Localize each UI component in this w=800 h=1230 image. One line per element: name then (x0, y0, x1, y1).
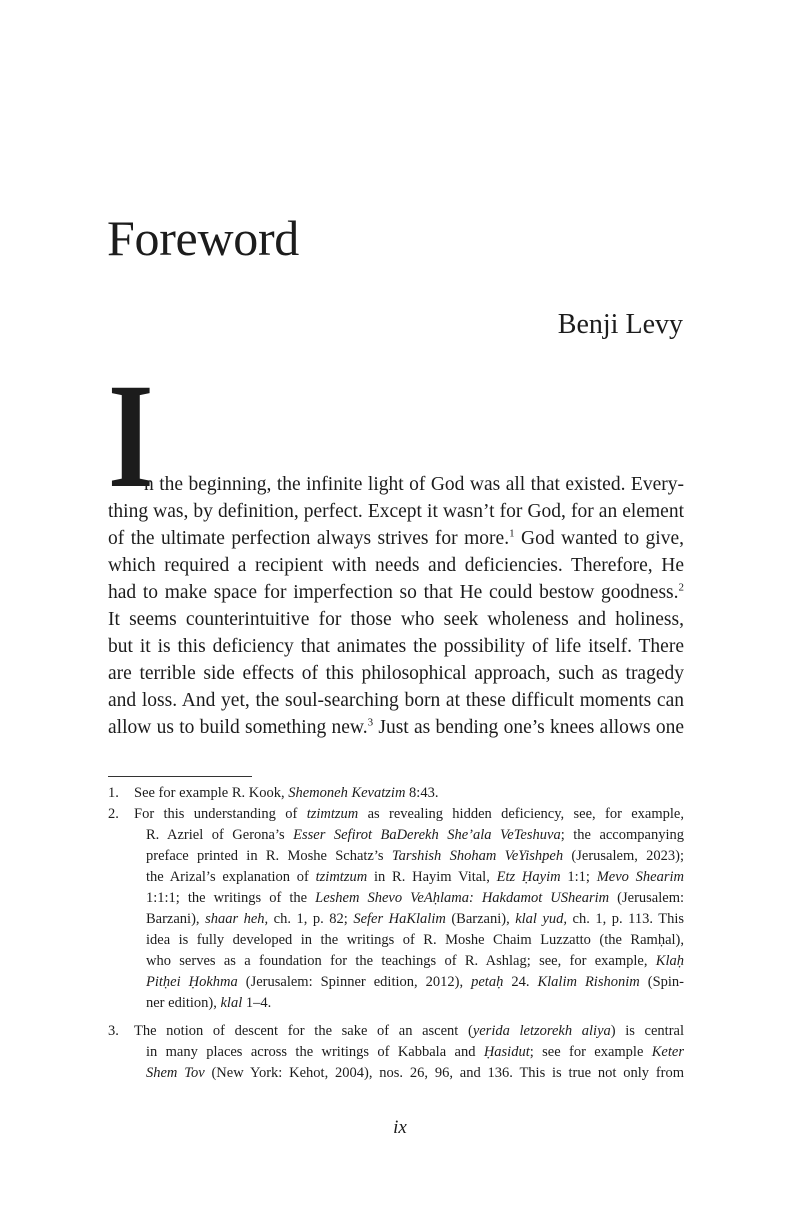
footnote-line: in many places across the writings of Kabbala and Ḥasidut; see for example Keter (146, 1044, 684, 1060)
footnote-separator (108, 776, 252, 777)
body-line: had to make space for imperfection so that He could bestow goodness.$^2$ (108, 581, 684, 603)
footnote-number: 2. (108, 806, 119, 822)
body-line: are terrible side effects of this philosophical approach, such as tragedy (108, 663, 684, 684)
body-line: thing was, by definition, perfect. Except it wasn’t for God, for an element (108, 501, 684, 522)
footnote-number: 1. (108, 785, 119, 801)
footnote-number: 3. (108, 1023, 119, 1039)
body-line: but it is this deficiency that animates the possibility of life itself. There (108, 636, 684, 657)
footnote-line: See for example R. Kook, Shemoneh Kevatzim 8:43. (134, 785, 439, 801)
author-name: Benji Levy (557, 309, 683, 340)
page-number: ix (393, 1117, 407, 1138)
body-line: of the ultimate perfection always strives for more.$^1$ God wanted to give, (108, 527, 684, 549)
footnote-line: who serves as a foundation for the teachings of R. Ashlag; see, for example, Klaḥ (146, 953, 684, 969)
body-line: and loss. And yet, the soul-searching born at these difficult moments can (108, 690, 684, 711)
footnote-ref[interactable]: 3 (367, 716, 374, 729)
footnote-line: idea is fully developed in the writings of R. Moshe Chaim Luzzatto (the Ramḥal), (146, 932, 684, 948)
footnote-ref[interactable]: 2 (678, 581, 684, 594)
footnote-line: Shem Tov (New York: Kehot, 2004), nos. 26, 96, and 136. This is true not only from (146, 1065, 685, 1081)
footnote-line: the Arizal’s explanation of tzimtzum in R. Hayim Vital, Etz Ḥayim 1:1; Mevo Shearim (146, 869, 685, 885)
drop-cap: I (108, 353, 154, 519)
footnote-line: The notion of descent for the sake of an ascent (yerida letzorekh aliya) is central (134, 1023, 684, 1039)
body-line: which required a recipient with needs and deficiencies. Therefore, He (108, 555, 684, 576)
footnote-ref[interactable]: 1 (509, 527, 515, 540)
body-line: n the beginning, the infinite light of God was all that existed. Every- (144, 474, 684, 495)
footnote-line: Barzani), shaar heh, ch. 1, p. 82; Sefer HaKlalim (Barzani), klal yud, ch. 1, p. 113. This (146, 911, 684, 927)
chapter-title: Foreword (107, 210, 300, 266)
footnote-line: R. Azriel of Gerona’s Esser Sefirot BaDerekh She’ala VeTeshuva; the accompanying (146, 827, 684, 843)
footnote-line: 1:1:1; the writings of the Leshem Shevo VeAḥlama: Hakdamot UShearim (Jerusalem: (146, 890, 684, 906)
body-line: allow us to build something new.$^3$ Just as bending one’s knees allows one (108, 716, 684, 738)
footnote-line: Pitḥei Ḥokhma (Jerusalem: Spinner edition, 2012), petaḥ 24. Klalim Rishonim (Spin- (146, 974, 684, 990)
footnote-line: preface printed in R. Moshe Schatz’s Tarshish Shoham VeYishpeh (Jerusalem, 2023); (146, 848, 684, 864)
footnote-line: For this understanding of tzimtzum as revealing hidden deficiency, see, for example, (134, 806, 684, 822)
body-line: It seems counterintuitive for those who seek wholeness and holiness, (108, 609, 684, 630)
footnote-line: ner edition), klal 1–4. (146, 995, 272, 1011)
